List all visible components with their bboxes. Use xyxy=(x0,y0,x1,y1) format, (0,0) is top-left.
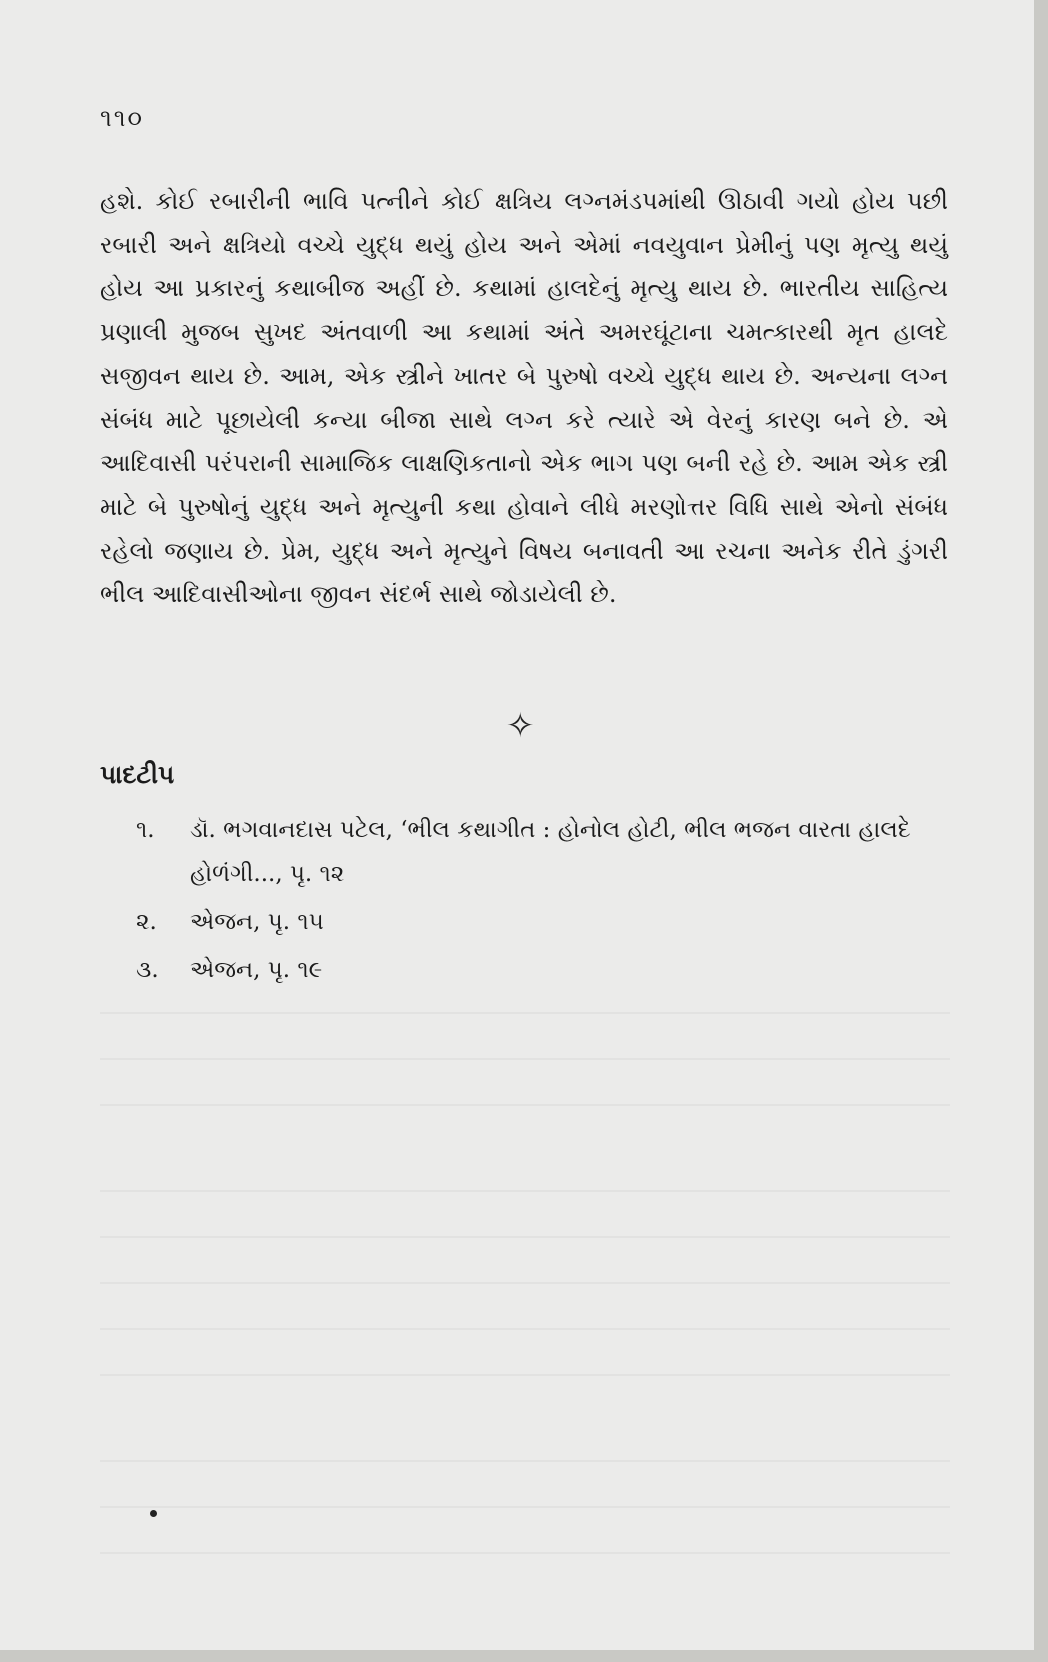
footnote-item xyxy=(100,900,950,944)
ink-speck xyxy=(150,1510,157,1517)
bleed-through-line xyxy=(100,1104,950,1106)
footnote-item xyxy=(100,808,950,896)
footnote-text: ડૉ. ભગવાનદાસ પટેલ, ‘ભીલ કથાગીત : હોનોલ હોટી, ભીલ ભજન વારતા હાલદે હોળંગી..., પૃ. ૧૨ xyxy=(190,817,911,887)
footnote-item xyxy=(100,948,950,992)
bleed-through-line xyxy=(100,1552,950,1554)
footnotes-list xyxy=(100,808,950,996)
footnote-text: એજન, પૃ. ૧૫ xyxy=(190,909,324,935)
bleed-through-line xyxy=(100,1058,950,1060)
bleed-through-line xyxy=(100,1460,950,1462)
bleed-through-line xyxy=(100,1012,950,1014)
footnote-number: ૧. xyxy=(136,817,155,843)
bleed-through-line xyxy=(100,1506,950,1508)
footnote-number: ૩. xyxy=(136,957,159,983)
bleed-through-line xyxy=(100,1190,950,1192)
footnote-number: ૨. xyxy=(136,909,157,935)
bleed-through-line xyxy=(100,1328,950,1330)
bleed-through-line xyxy=(100,1236,950,1238)
footnote-text: એજન, પૃ. ૧૯ xyxy=(190,957,323,983)
footnotes-heading: પાદટીપ xyxy=(100,760,175,789)
page-number: ૧૧૦ xyxy=(100,104,144,132)
section-ornament-icon: ✧ xyxy=(506,706,535,746)
bleed-through-line xyxy=(100,1374,950,1376)
body-paragraph: હશે. કોઈ રબારીની ભાવિ પત્નીને કોઈ ક્ષત્રિય લગ્નમંડપમાંથી ઊઠાવી ગયો હોય પછી રબારી અને ક્ષત્રિયો વચ્ચે યુદ્ધ થયું હોય અને એમાં નવયુવાન પ્રેમીનું પણ મૃત્યુ થયું હોય આ પ્રકારનું કથાબીજ અહીં છે. કથામાં હાલદેનું મૃત્યુ થાય છે. ભારતીય સાહિત્ય પ્રણાલી મુજબ સુખદ અંતવાળી આ કથામાં અંતે અમરઘૂંટાના ચમત્કારથી મૃત હાલદે સજીવન થાય છે. આમ, એક સ્ત્રીને ખાતર બે પુરુષો વચ્ચે યુદ્ધ થાય છે. અન્યના લગ્ન સંબંધ માટે પૂછાયેલી કન્યા બીજા સાથે લગ્ન કરે ત્યારે એ વેરનું કારણ બને છે. એ આદિવાસી પરંપરાની સામાજિક લાક્ષણિકતાનો એક ભાગ પણ બની રહે છે. આમ એક સ્ત્રી માટે બે પુરુષોનું યુદ્ધ અને મૃત્યુની કથા હોવાને લીધે મરણોત્તર વિધિ સાથે એનો સંબંધ રહેલો જણાય છે. પ્રેમ, યુદ્ધ અને મૃત્યુને વિષય બનાવતી આ રચના અનેક રીતે ડુંગરી ભીલ આદિવાસીઓના જીવન સંદર્ભ સાથે જોડાયેલી છે. xyxy=(100,187,948,609)
bleed-through-line xyxy=(100,1282,950,1284)
